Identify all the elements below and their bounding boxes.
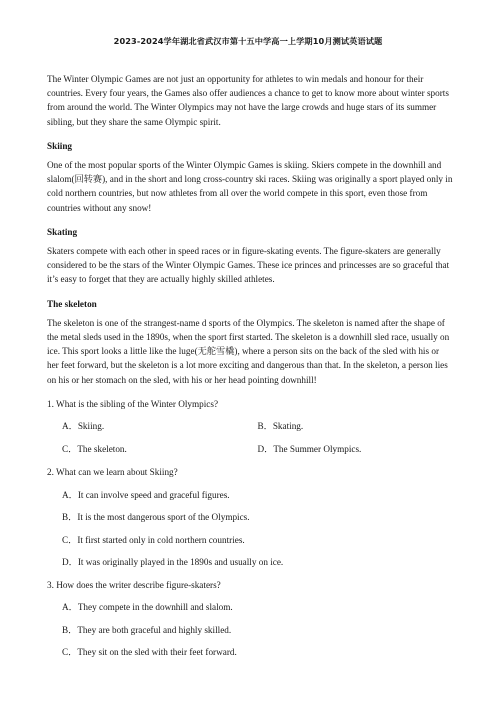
document-body bbox=[47, 72, 453, 668]
question-2-option-d[interactable]: D．It was originally played in the 1890s and usually on ice. bbox=[62, 557, 284, 568]
question-1-option-c[interactable]: C．The skeleton. bbox=[62, 444, 127, 455]
section-heading-skeleton: The skeleton bbox=[47, 298, 97, 309]
question-2-option-a[interactable]: A．It can involve speed and graceful figures. bbox=[62, 489, 230, 500]
question-1-option-a[interactable]: A．Skiing. bbox=[62, 421, 105, 432]
section-text-skeleton: The skeleton is one of the strangest-name d sports of the Olympics. The skeleton is named after the shape of the metal sleds used in the 1890s, when the sport first started. The skeleton is a downhill sled race, usually on ice. This sport looks a little like the luge(无舵雪橇), where a person sits on the back of the sled with his or her feet forward, but the skeleton is a lot more exciting and dangerous than that. In the skeleton, a person lies on his or her stomach on the sled, with his or her head pointing downhill! bbox=[47, 317, 450, 385]
document-title: 2023-2024学年湖北省武汉市第十五中学高一上学期10月测试英语试题 bbox=[113, 36, 383, 46]
question-3-option-c[interactable]: C．They sit on the sled with their feet forward. bbox=[62, 647, 237, 658]
question-3-option-a[interactable]: A．They compete in the downhill and slalom. bbox=[62, 602, 233, 613]
question-1-options-row-2 bbox=[62, 442, 453, 456]
question-1-stem: 1. What is the sibling of the Winter Olympics? bbox=[47, 398, 219, 409]
question-1-option-b[interactable]: B．Skating. bbox=[257, 421, 304, 432]
section-heading-skiing: Skiing bbox=[47, 140, 73, 151]
section-heading-skating: Skating bbox=[47, 226, 78, 237]
question-3-stem: 3. How does the writer describe figure-skaters? bbox=[47, 580, 221, 591]
section-text-skiing: One of the most popular sports of the Winter Olympic Games is skiing. Skiers compete in the downhill and slalom(回转赛), and in the short and long cross-country ski races. Skiing was originally a sport played only in cold northern countries, but now athletes from all over the world compete in this sport, even those from countries without any snow! bbox=[47, 160, 453, 213]
question-3-option-b[interactable]: B．They are both graceful and highly skilled. bbox=[62, 624, 232, 635]
question-2-option-c[interactable]: C．It first started only in cold northern countries. bbox=[62, 534, 245, 545]
question-1-options-row-1 bbox=[62, 419, 453, 433]
question-1-option-d[interactable]: D．The Summer Olympics. bbox=[257, 444, 362, 455]
question-2-option-b[interactable]: B．It is the most dangerous sport of the Olympics. bbox=[62, 512, 250, 523]
section-text-skating: Skaters compete with each other in speed races or in figure-skating events. The figure-skaters are generally considered to be the stars of the Winter Olympic Games. These ice princes and princesses are so graceful that it’s easy to forget that they are actually highly skilled athletes. bbox=[47, 246, 450, 285]
intro-paragraph: The Winter Olympic Games are not just an opportunity for athletes to win medals and honour for their countries. Every four years, the Games also offer audiences a chance to get to know more about winter sports from around the world. The Winter Olympics may not have the large crowds and huge stars of its summer sibling, but they share the same Olympic spirit. bbox=[47, 74, 449, 127]
question-2-stem: 2. What can we learn about Skiing? bbox=[47, 467, 178, 478]
